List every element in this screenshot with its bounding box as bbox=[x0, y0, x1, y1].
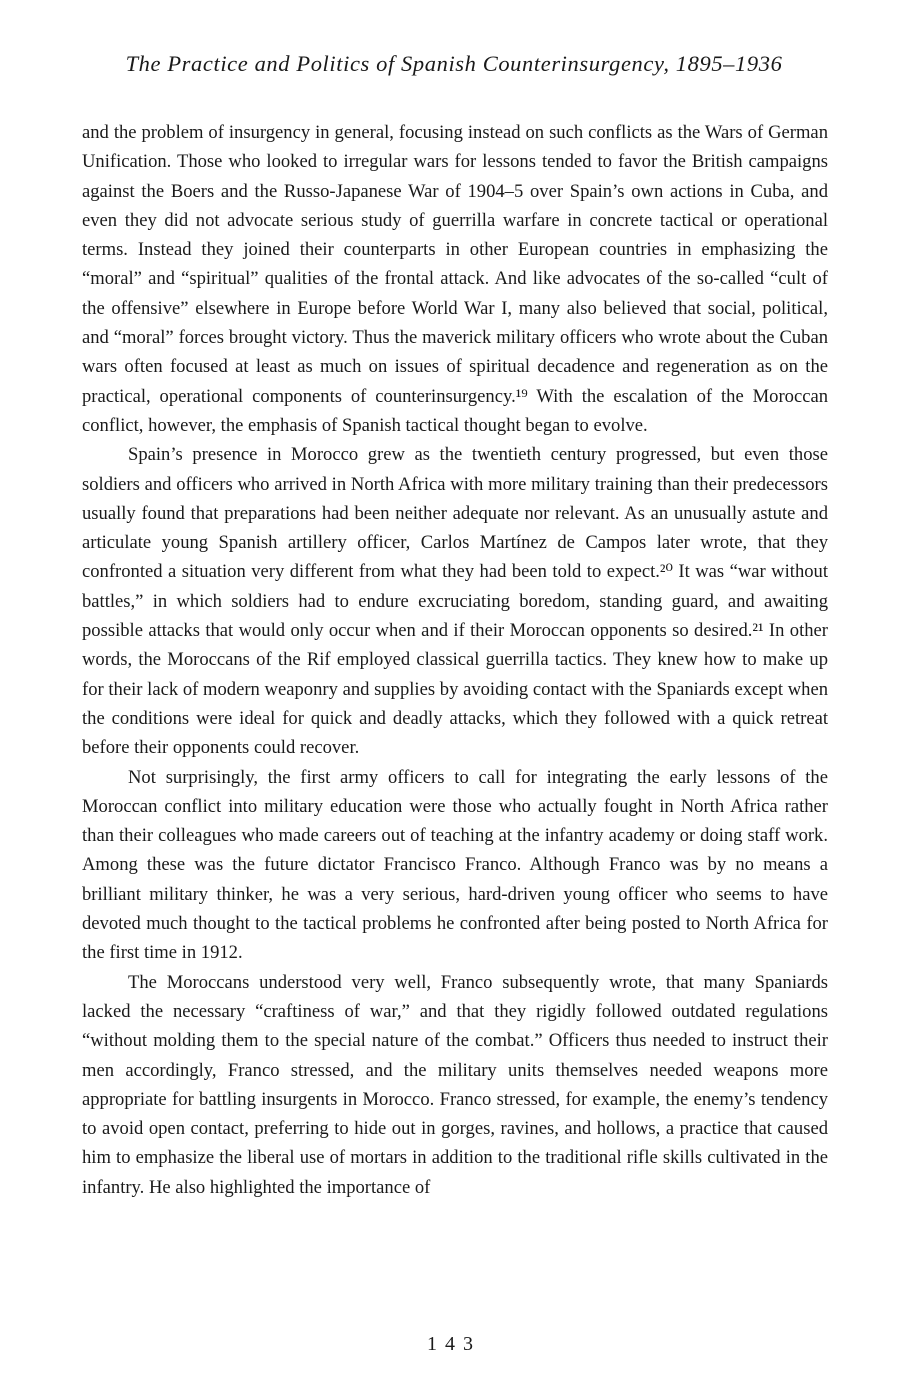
page-number: 143 bbox=[427, 1333, 481, 1355]
running-head: The Practice and Politics of Spanish Counterinsurgency, 1895–1936 bbox=[125, 51, 783, 76]
paragraph: The Moroccans understood very well, Franco subsequently wrote, that many Spaniards lacked the necessary “craftiness of war,” and that they rigidly followed outdated regulations “without molding them to the special nature of the combat.” Officers thus needed to instruct their men accordingly, Franco stressed, and the military units themselves needed weapons more appropriate for battling insurgents in Morocco. Franco stressed, for example, the enemy’s tendency to avoid open contact, preferring to hide out in gorges, ravines, and hollows, a practice that caused him to emphasize the liberal use of mortars in addition to the traditional rifle skills cultivated in the infantry. He also highlighted the importance of bbox=[82, 971, 828, 1198]
body-text bbox=[82, 118, 828, 1202]
paragraph: Spain’s presence in Morocco grew as the twentieth century progressed, but even those soldiers and officers who arrived in North Africa with more military training than their predecessors usually found that preparations had been neither adequate nor relevant. As an unusually astute and articulate young Spanish artillery officer, Carlos Martínez de Campos later wrote, that they confronted a situation very different from what they had been told to expect.²⁰ It was “war without battles,” in which soldiers had to endure excruciating boredom, standing guard, and awaiting possible attacks that would only occur when and if their Moroccan opponents so desired.²¹ In other words, the Moroccans of the Rif employed classical guerrilla tactics. They knew how to make up for their lack of modern weaponry and supplies by avoiding contact with the Spaniards except when the conditions were ideal for quick and deadly attacks, which they followed with a quick retreat before their opponents could recover. bbox=[82, 444, 828, 759]
paragraph: Not surprisingly, the first army officers to call for integrating the early lessons of the Moroccan conflict into military education were those who actually fought in North Africa rather than their colleagues who made careers out of teaching at the infantry academy or doing staff work. Among these was the future dictator Francisco Franco. Although Franco was by no means a brilliant military thinker, he was a very serious, hard-driven young officer who seems to have devoted much thought to the tactical problems he confronted after being posted to North Africa for the first time in 1912. bbox=[82, 766, 828, 964]
paragraph: and the problem of insurgency in general, focusing instead on such conflicts as the Wars of German Unification. Those who looked to irregular wars for lessons tended to favor the British campaigns against the Boers and the Russo-Japanese War of 1904–5 over Spain’s own actions in Cuba, and even they did not advocate serious study of guerrilla warfare in concrete tactical or operational terms. Instead they joined their counterparts in other European countries in emphasizing the “moral” and “spiritual” qualities of the frontal attack. And like advocates of the so-called “cult of the offensive” elsewhere in Europe before World War I, many also believed that social, political, and “moral” forces brought victory. Thus the maverick military officers who wrote about the Cuban wars often focused at least as much on issues of spiritual decadence and regeneration as on the practical, operational components of counterinsurgency.¹⁹ With the escalation of the Moroccan conflict, however, the emphasis of Spanish tactical thought began to evolve. bbox=[82, 122, 828, 436]
